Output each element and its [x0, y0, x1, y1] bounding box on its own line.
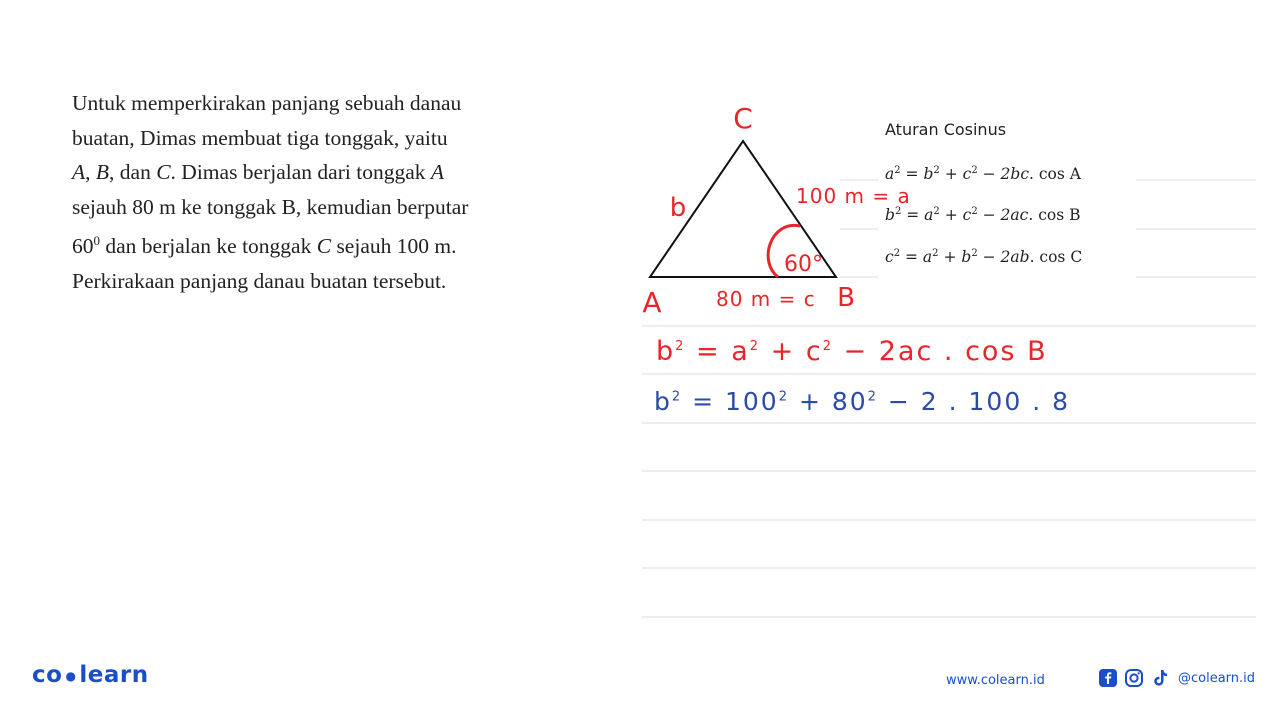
- problem-line-1: Untuk memperkirakan panjang sebuah danau: [72, 91, 462, 115]
- social-links: [1098, 668, 1255, 688]
- work-line-2: $b^2 = 100^2 + 80^2 - 2$ . 100 . 8: [654, 387, 1070, 416]
- angle-label: 60°: [784, 252, 823, 277]
- work-line-1: $b^2 = a^2 + c^2 - 2ac$ . cos B: [656, 336, 1048, 367]
- problem-line-4: sejauh 80 m ke tonggak B, kemudian berputar: [72, 194, 469, 219]
- cosine-formula-c: $c^2 = a^2 + b^2 - 2ab$. cos C: [885, 248, 1083, 267]
- side-label-b: b: [669, 193, 687, 223]
- problem-line-6: Perkirakaan panjang danau buatan tersebut.: [72, 268, 447, 293]
- vertex-label-c: C: [733, 102, 753, 135]
- problem-line-3: A, B, dan C. Dimas berjalan dari tonggak A: [72, 160, 444, 184]
- colearn-logo: co ● learn: [32, 662, 149, 688]
- footer-url[interactable]: www.colearn.id: [946, 673, 1045, 688]
- vertex-label-a: A: [642, 286, 662, 319]
- cosine-rule-title: Aturan Cosinus: [885, 120, 1007, 139]
- instagram-icon[interactable]: [1124, 668, 1144, 688]
- social-handle: @colearn.id: [1178, 670, 1256, 686]
- cosine-formula-b: $b^2 = a^2 + c^2 - 2ac$. cos B: [885, 206, 1081, 225]
- side-label-a: 100 m = a: [796, 184, 911, 208]
- side-label-c: 80 m = c: [716, 287, 816, 311]
- tiktok-icon[interactable]: [1150, 668, 1170, 688]
- vertex-label-b: B: [837, 283, 855, 313]
- facebook-icon[interactable]: [1098, 668, 1118, 688]
- problem-line-2: buatan, Dimas membuat tiga tonggak, yaitu: [72, 125, 448, 150]
- problem-line-5: $60^0$ dan berjalan ke tonggak C sejauh 100 m.: [72, 233, 457, 259]
- cosine-formula-a: $a^2 = b^2 + c^2 - 2bc$. cos A: [885, 165, 1081, 184]
